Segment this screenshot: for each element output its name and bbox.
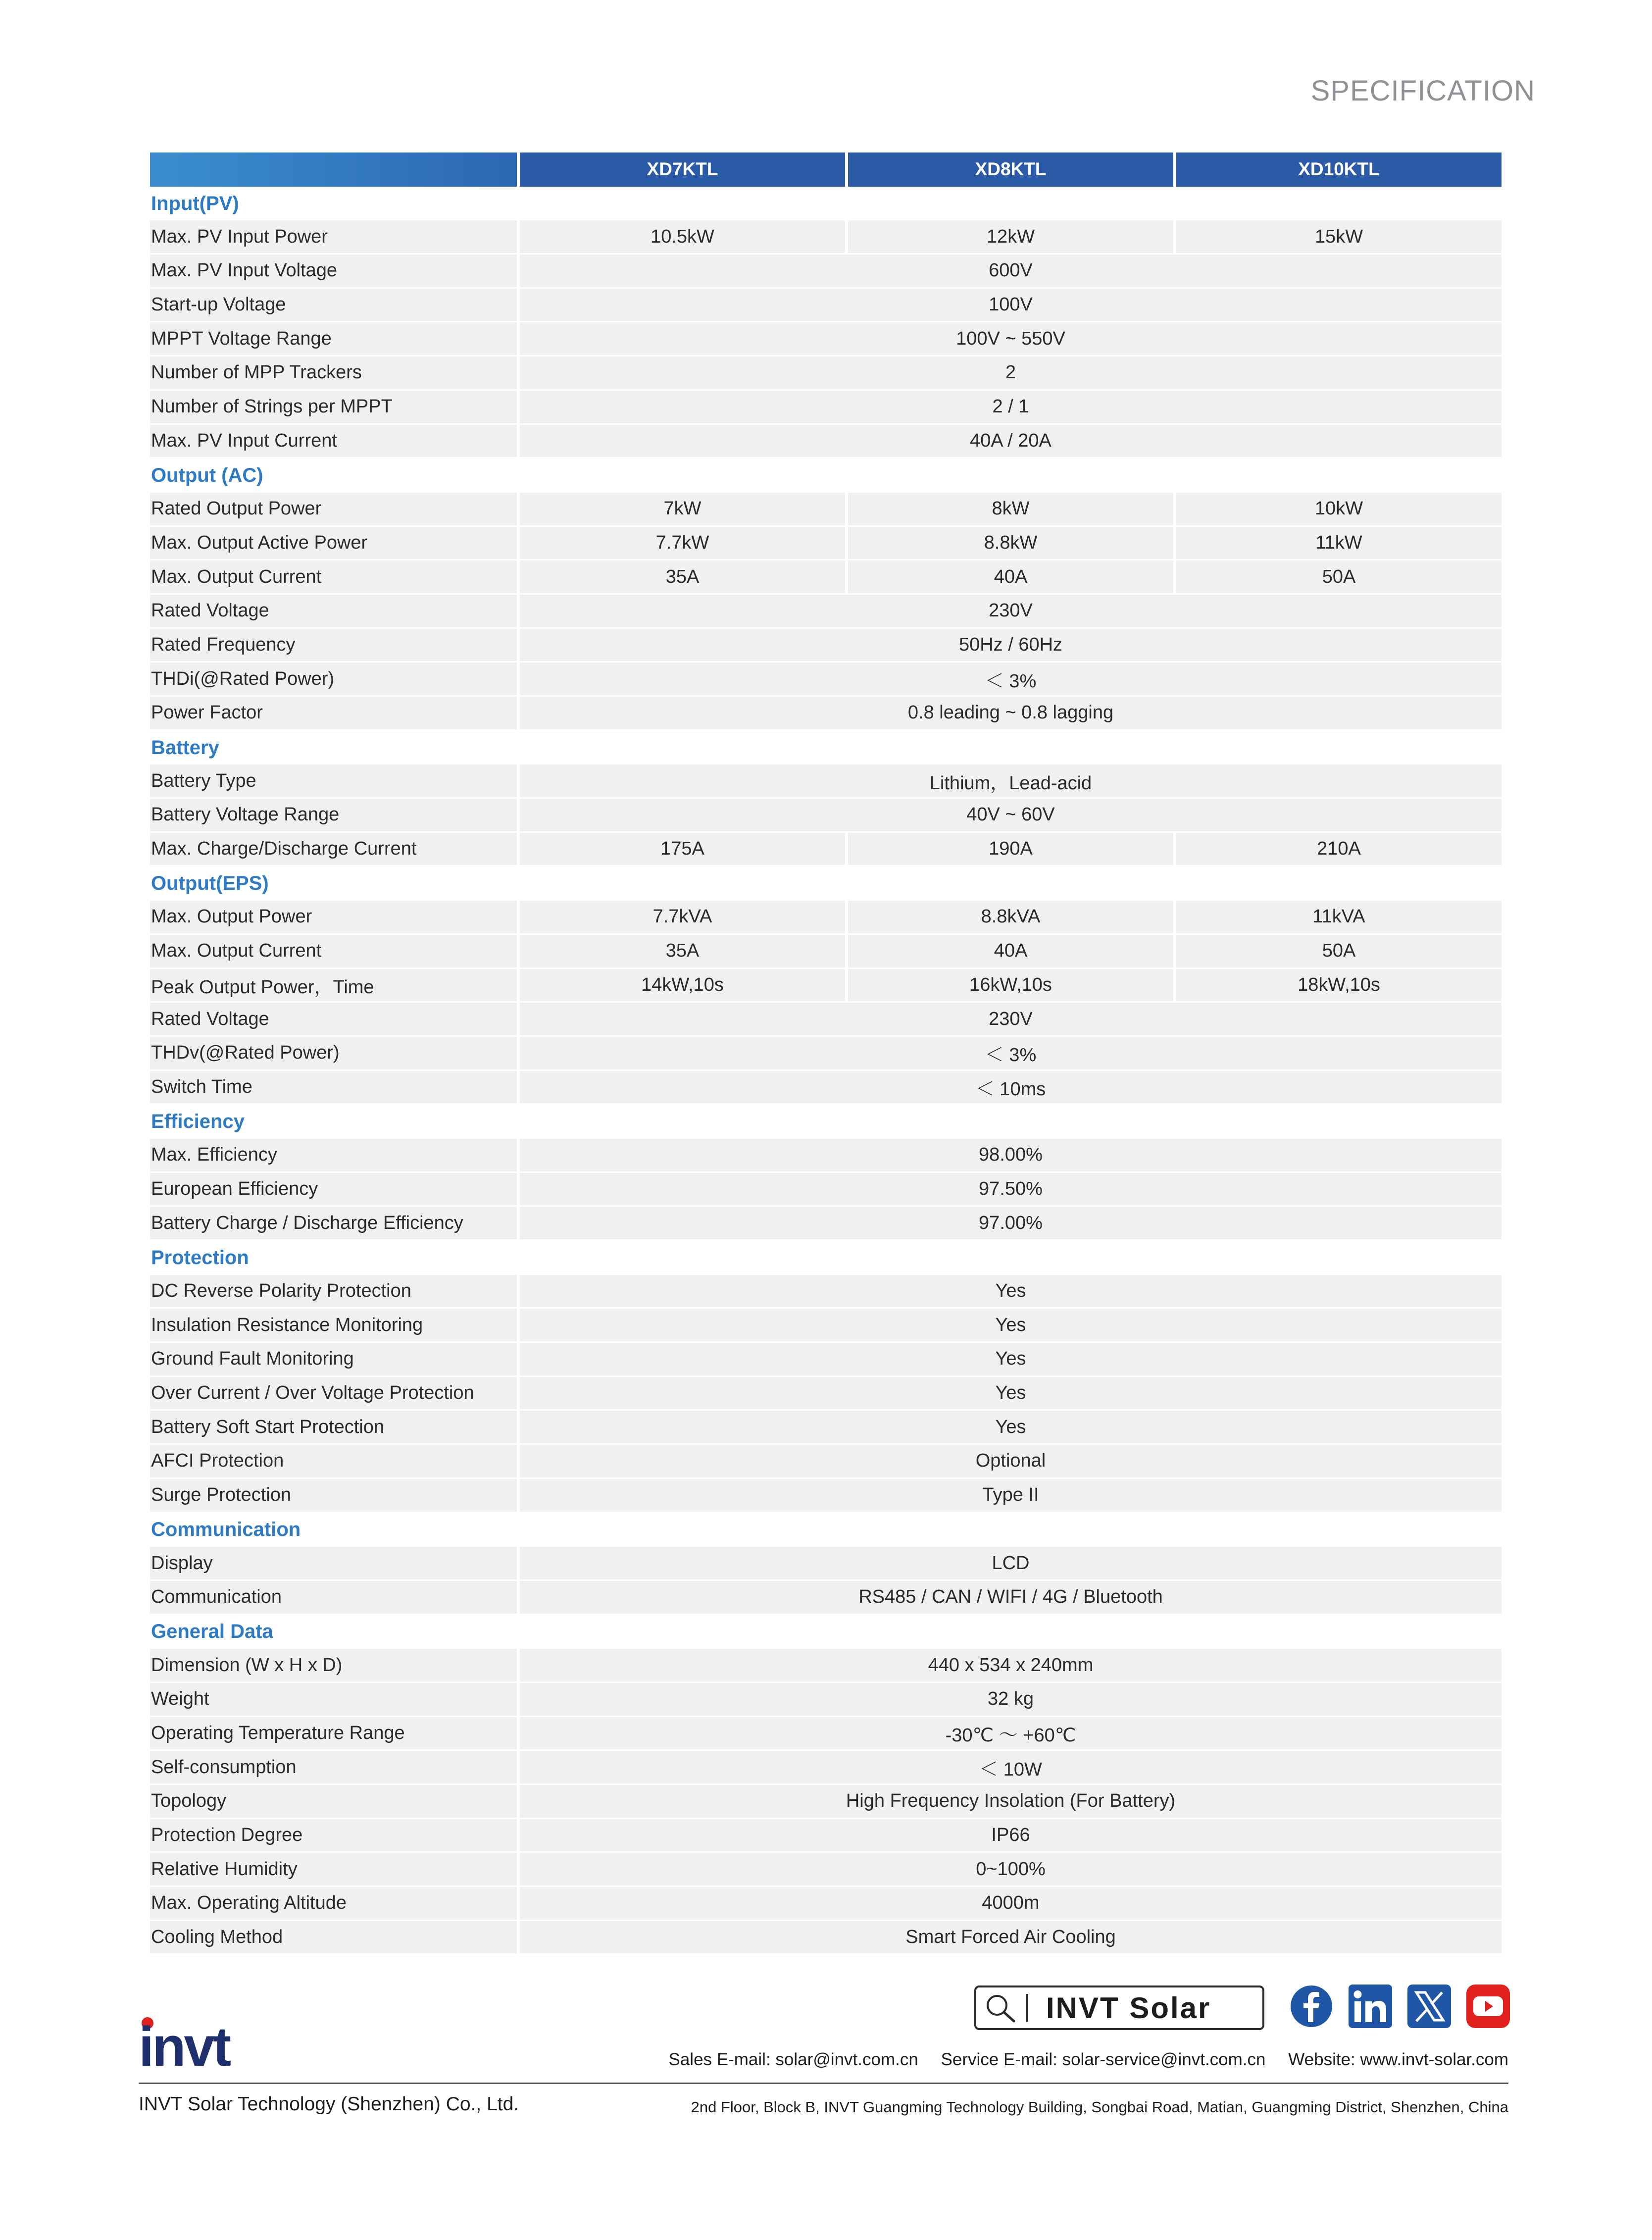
table-row (150, 1377, 1652, 1411)
facebook-icon[interactable] (1289, 1984, 1334, 2029)
row-value-all-models: LCD (517, 1547, 1502, 1581)
row-value: 8.8kVA (845, 901, 1173, 935)
row-value-all-models: 2 / 1 (517, 391, 1502, 425)
row-value-all-models: Type II (517, 1479, 1502, 1513)
row-value-all-models: 98.00% (517, 1139, 1502, 1173)
table-row (150, 1139, 1652, 1173)
table-row (150, 662, 1652, 697)
row-value: 15kW (1173, 220, 1502, 255)
table-row (150, 1003, 1652, 1037)
table-row (150, 1207, 1652, 1241)
row-value-all-models: IP66 (517, 1819, 1502, 1853)
table-row (150, 220, 1652, 255)
row-value-all-models: Smart Forced Air Cooling (517, 1921, 1502, 1955)
model-column-header: XD10KTL (1173, 153, 1502, 187)
row-value-all-models: 600V (517, 255, 1502, 289)
row-label: Display (150, 1547, 517, 1581)
footer-divider (139, 2083, 1508, 2084)
row-value: 11kVA (1173, 901, 1502, 935)
search-label: INVT Solar (1046, 1991, 1211, 2025)
service-email: Service E-mail: solar-service@invt.com.cn (941, 2050, 1266, 2069)
row-label: Rated Voltage (150, 1003, 517, 1037)
table-row (150, 595, 1652, 629)
model-column-header: XD8KTL (845, 153, 1173, 187)
table-row (150, 629, 1652, 663)
table-row (150, 1785, 1652, 1819)
row-label: Max. Output Current (150, 560, 517, 595)
row-label: Weight (150, 1683, 517, 1717)
row-value-all-models: 40V ~ 60V (517, 799, 1502, 833)
table-row (150, 969, 1652, 1003)
row-label: Number of Strings per MPPT (150, 391, 517, 425)
section-title: Output(EPS) (150, 866, 1502, 901)
table-row (150, 697, 1652, 731)
row-value-all-models: ＜ 10ms (517, 1071, 1502, 1105)
table-row (150, 356, 1652, 391)
row-label: Battery Charge / Discharge Efficiency (150, 1207, 517, 1241)
row-value-all-models: 40A / 20A (517, 425, 1502, 459)
table-row (150, 1173, 1652, 1207)
linkedin-icon[interactable] (1348, 1984, 1393, 2029)
table-row (150, 493, 1652, 527)
section-heading (150, 458, 1652, 493)
section-title: Protection (150, 1241, 1502, 1275)
contact-line (669, 2050, 1509, 2070)
row-value: 35A (517, 560, 845, 595)
row-label: Dimension (W x H x D) (150, 1649, 517, 1683)
row-label: Start-up Voltage (150, 289, 517, 323)
table-row (150, 799, 1652, 833)
row-value-all-models: 100V ~ 550V (517, 322, 1502, 356)
row-value-all-models: Yes (517, 1411, 1502, 1445)
search-icon (976, 1988, 1026, 2028)
website: Website: www.invt-solar.com (1288, 2050, 1508, 2069)
company-address: 2nd Floor, Block B, INVT Guangming Technology Building, Songbai Road, Matian, Guangming District, Shenzhen, China (691, 2098, 1508, 2116)
row-value-all-models: 230V (517, 1003, 1502, 1037)
row-value-all-models: 0.8 leading ~ 0.8 lagging (517, 697, 1502, 731)
table-row (150, 935, 1652, 969)
row-value-all-models: RS485 / CAN / WIFI / 4G / Bluetooth (517, 1581, 1502, 1615)
row-value-all-models: ＜ 3% (517, 1037, 1502, 1071)
row-value-all-models: ＜ 3% (517, 662, 1502, 697)
row-value-all-models: 230V (517, 595, 1502, 629)
section-title: Efficiency (150, 1105, 1502, 1139)
table-row (150, 1819, 1652, 1853)
invt-logo (139, 2016, 257, 2073)
row-label: Max. Output Power (150, 901, 517, 935)
row-label: Battery Voltage Range (150, 799, 517, 833)
row-value: 14kW,10s (517, 969, 845, 1003)
table-row (150, 527, 1652, 561)
section-title: Battery (150, 731, 1502, 765)
section-title: Communication (150, 1513, 1502, 1547)
table-row (150, 1479, 1652, 1513)
row-label: Rated Voltage (150, 595, 517, 629)
company-name: INVT Solar Technology (Shenzhen) Co., Ltd. (139, 2093, 519, 2115)
row-label: Max. Output Active Power (150, 527, 517, 561)
header-blank-cell (150, 153, 517, 187)
table-row (150, 1717, 1652, 1751)
row-label: Insulation Resistance Monitoring (150, 1309, 517, 1343)
row-label: Self-consumption (150, 1751, 517, 1785)
row-value-all-models: 50Hz / 60Hz (517, 629, 1502, 663)
row-value: 190A (845, 833, 1173, 867)
row-value-all-models: Lithium，Lead-acid (517, 764, 1502, 799)
section-heading (150, 1513, 1652, 1547)
specification-table (150, 153, 1652, 1955)
row-label: Cooling Method (150, 1921, 517, 1955)
table-row (150, 1887, 1652, 1921)
row-value: 16kW,10s (845, 969, 1173, 1003)
table-row (150, 1649, 1652, 1683)
table-row (150, 322, 1652, 356)
section-title: General Data (150, 1615, 1502, 1649)
section-heading (150, 1615, 1652, 1649)
row-value: 10.5kW (517, 220, 845, 255)
row-label: THDi(@Rated Power) (150, 662, 517, 697)
row-label: Operating Temperature Range (150, 1717, 517, 1751)
row-label: Communication (150, 1581, 517, 1615)
section-heading (150, 1241, 1652, 1275)
page-title: SPECIFICATION (1310, 75, 1535, 107)
table-row (150, 289, 1652, 323)
row-label: Rated Frequency (150, 629, 517, 663)
youtube-icon[interactable] (1465, 1984, 1511, 2029)
row-label: Max. PV Input Voltage (150, 255, 517, 289)
table-row (150, 1853, 1652, 1887)
row-value-all-models: 0~100% (517, 1853, 1502, 1887)
row-value: 8kW (845, 493, 1173, 527)
row-value: 7.7kVA (517, 901, 845, 935)
row-value: 35A (517, 935, 845, 969)
logo-text: invt (139, 2016, 230, 2071)
row-value: 7kW (517, 493, 845, 527)
sales-email: Sales E-mail: solar@invt.com.cn (668, 2050, 918, 2069)
search-divider (1026, 1994, 1028, 2022)
row-value: 12kW (845, 220, 1173, 255)
row-label: Relative Humidity (150, 1853, 517, 1887)
row-label: Max. PV Input Current (150, 425, 517, 459)
row-value-all-models: Yes (517, 1377, 1502, 1411)
table-row (150, 1411, 1652, 1445)
table-row (150, 1343, 1652, 1377)
row-value-all-models: 32 kg (517, 1683, 1502, 1717)
table-row (150, 1683, 1652, 1717)
row-label: Switch Time (150, 1071, 517, 1105)
row-label: Topology (150, 1785, 517, 1819)
row-value-all-models: 4000m (517, 1887, 1502, 1921)
table-row (150, 1581, 1652, 1615)
section-heading (150, 187, 1652, 221)
row-value: 175A (517, 833, 845, 867)
row-label: European Efficiency (150, 1173, 517, 1207)
search-box[interactable] (974, 1985, 1264, 2030)
section-title: Input(PV) (150, 187, 1502, 221)
section-title: Output (AC) (150, 458, 1502, 493)
model-column-header: XD7KTL (517, 153, 845, 187)
row-label: AFCI Protection (150, 1445, 517, 1479)
row-value: 40A (845, 560, 1173, 595)
x-icon[interactable] (1406, 1984, 1452, 2029)
row-label: Ground Fault Monitoring (150, 1343, 517, 1377)
table-row (150, 1037, 1652, 1071)
table-header (150, 153, 1652, 187)
row-value-all-models: Yes (517, 1343, 1502, 1377)
table-row (150, 391, 1652, 425)
table-row (150, 425, 1652, 459)
table-row (150, 1547, 1652, 1581)
table-row (150, 1309, 1652, 1343)
row-value-all-models: High Frequency Insolation (For Battery) (517, 1785, 1502, 1819)
section-heading (150, 731, 1652, 765)
row-label: MPPT Voltage Range (150, 322, 517, 356)
row-label: Max. PV Input Power (150, 220, 517, 255)
row-value: 8.8kW (845, 527, 1173, 561)
row-value-all-models: ＜ 10W (517, 1751, 1502, 1785)
row-value: 7.7kW (517, 527, 845, 561)
row-value-all-models: Yes (517, 1275, 1502, 1309)
section-heading (150, 1105, 1652, 1139)
row-label: Battery Type (150, 764, 517, 799)
row-value-all-models: Yes (517, 1309, 1502, 1343)
row-label: Max. Efficiency (150, 1139, 517, 1173)
row-value-all-models: 97.50% (517, 1173, 1502, 1207)
row-label: THDv(@Rated Power) (150, 1037, 517, 1071)
row-value: 18kW,10s (1173, 969, 1502, 1003)
row-label: Power Factor (150, 697, 517, 731)
row-value: 50A (1173, 560, 1502, 595)
row-label: Surge Protection (150, 1479, 517, 1513)
row-label: DC Reverse Polarity Protection (150, 1275, 517, 1309)
section-heading (150, 866, 1652, 901)
row-label: Protection Degree (150, 1819, 517, 1853)
row-value-all-models: 97.00% (517, 1207, 1502, 1241)
row-value-all-models: 440 x 534 x 240mm (517, 1649, 1502, 1683)
row-label: Battery Soft Start Protection (150, 1411, 517, 1445)
row-value-all-models: 100V (517, 289, 1502, 323)
row-value: 11kW (1173, 527, 1502, 561)
row-value-all-models: Optional (517, 1445, 1502, 1479)
table-row (150, 833, 1652, 867)
table-row (150, 1445, 1652, 1479)
table-row (150, 1071, 1652, 1105)
table-row (150, 255, 1652, 289)
table-row (150, 1921, 1652, 1955)
row-label: Over Current / Over Voltage Protection (150, 1377, 517, 1411)
row-label: Rated Output Power (150, 493, 517, 527)
row-value-all-models: 2 (517, 356, 1502, 391)
row-value: 210A (1173, 833, 1502, 867)
row-value-all-models: -30℃ ～ +60℃ (517, 1717, 1502, 1751)
table-row (150, 1275, 1652, 1309)
row-value: 40A (845, 935, 1173, 969)
row-label: Max. Output Current (150, 935, 517, 969)
table-row (150, 560, 1652, 595)
table-row (150, 764, 1652, 799)
row-label: Peak Output Power，Time (150, 969, 517, 1003)
table-row (150, 1751, 1652, 1785)
row-label: Number of MPP Trackers (150, 356, 517, 391)
table-row (150, 901, 1652, 935)
row-label: Max. Charge/Discharge Current (150, 833, 517, 867)
row-label: Max. Operating Altitude (150, 1887, 517, 1921)
row-value: 10kW (1173, 493, 1502, 527)
row-value: 50A (1173, 935, 1502, 969)
